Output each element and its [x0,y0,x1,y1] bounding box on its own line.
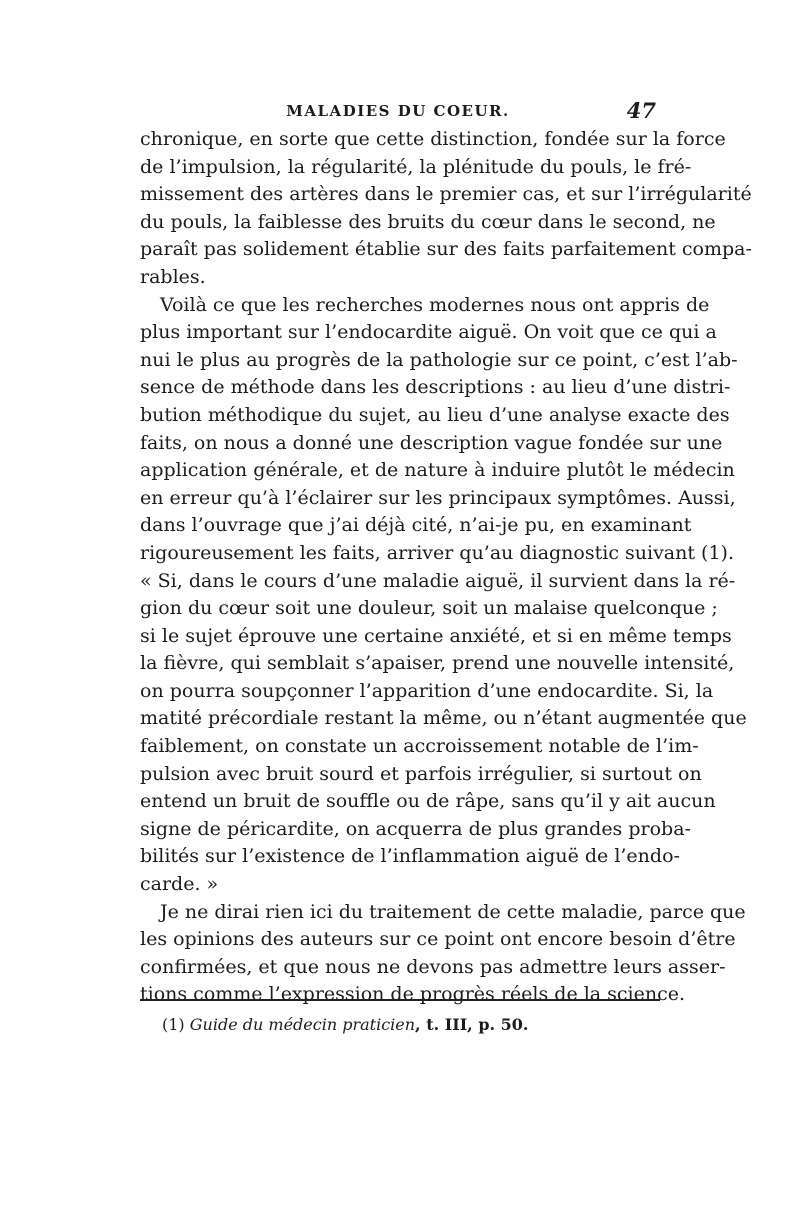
body-text [140,126,752,1009]
text-line: Voilà ce que les recherches modernes nous ont appris de [160,293,710,316]
text-line: rigoureusement les faits, arriver qu’au diagnostic suivant (1). [140,541,734,564]
footnote-marker: (1) [162,1015,185,1034]
text-line: tions comme l’expression de progrès réels de la science. [140,983,686,1006]
text-line: application générale, et de nature à induire plutôt le médecin [140,459,735,482]
text-line: signe de péricardite, on acquerra de plus grandes proba- [140,817,691,840]
text-line: entend un bruit de souffle ou de râpe, sans qu’il y ait aucun [140,790,716,813]
text-line: bution méthodique du sujet, au lieu d’une analyse exacte des [140,403,730,426]
text-line: nui le plus au progrès de la pathologie sur ce point, c’est l’ab- [140,348,738,371]
text-line: faits, on nous a donné une description vague fondée sur une [140,431,723,454]
footnote-reference: , t. III, p. 50. [415,1015,529,1034]
text-line: matité précordiale restant la même, ou n’étant augmentée que [140,707,747,730]
text-line: chronique, en sorte que cette distinction, fondée sur la force [140,128,726,150]
page-number: 47 [626,98,656,123]
footnote-title: Guide du médecin praticien [189,1015,416,1034]
text-line: carde. » [140,873,219,896]
text-line: plus important sur l’endocardite aiguë. On voit que ce qui a [140,321,717,344]
text-line: de l’impulsion, la régularité, la plénitude du pouls, le fré- [140,155,692,178]
text-line: les opinions des auteurs sur ce point ont encore besoin d’être [140,928,736,951]
text-line: confirmées, et que nous ne devons pas admettre leurs asser- [140,955,726,978]
footnote-rule [140,999,660,1001]
text-line: rables. [140,265,206,288]
text-line: « Si, dans le cours d’une maladie aiguë, il survient dans la ré- [140,569,736,592]
text-line: du pouls, la faiblesse des bruits du cœur dans le second, ne [140,210,716,233]
text-line: gion du cœur soit une douleur, soit un malaise quelconque ; [140,597,718,620]
text-line: si le sujet éprouve une certaine anxiété, et si en même temps [140,624,732,647]
running-header [140,100,656,124]
text-line: missement des artères dans le premier cas, et sur l’irrégularité [140,183,752,206]
running-title: MALADIES DU COEUR. [286,102,510,120]
text-line: paraît pas solidement établie sur des faits parfaitement compa- [140,238,752,261]
text-line: dans l’ouvrage que j’ai déjà cité, n’ai-je pu, en examinant [140,514,692,537]
text-line: pulsion avec bruit sourd et parfois irrégulier, si surtout on [140,762,702,785]
text-line: bilités sur l’existence de l’inflammation aiguë de l’endo- [140,845,680,868]
text-line: en erreur qu’à l’éclairer sur les principaux symptômes. Aussi, [140,486,736,509]
text-line: Je ne dirai rien ici du traitement de cette maladie, parce que [160,900,746,923]
text-line: on pourra soupçonner l’apparition d’une endocardite. Si, la [140,679,714,702]
text-line: la fièvre, qui semblait s’apaiser, prend une nouvelle intensité, [140,652,735,675]
text-line: faiblement, on constate un accroissement notable de l’im- [140,735,699,758]
footnote [162,1015,528,1034]
text-line: sence de méthode dans les descriptions : au lieu d’une distri- [140,376,731,399]
